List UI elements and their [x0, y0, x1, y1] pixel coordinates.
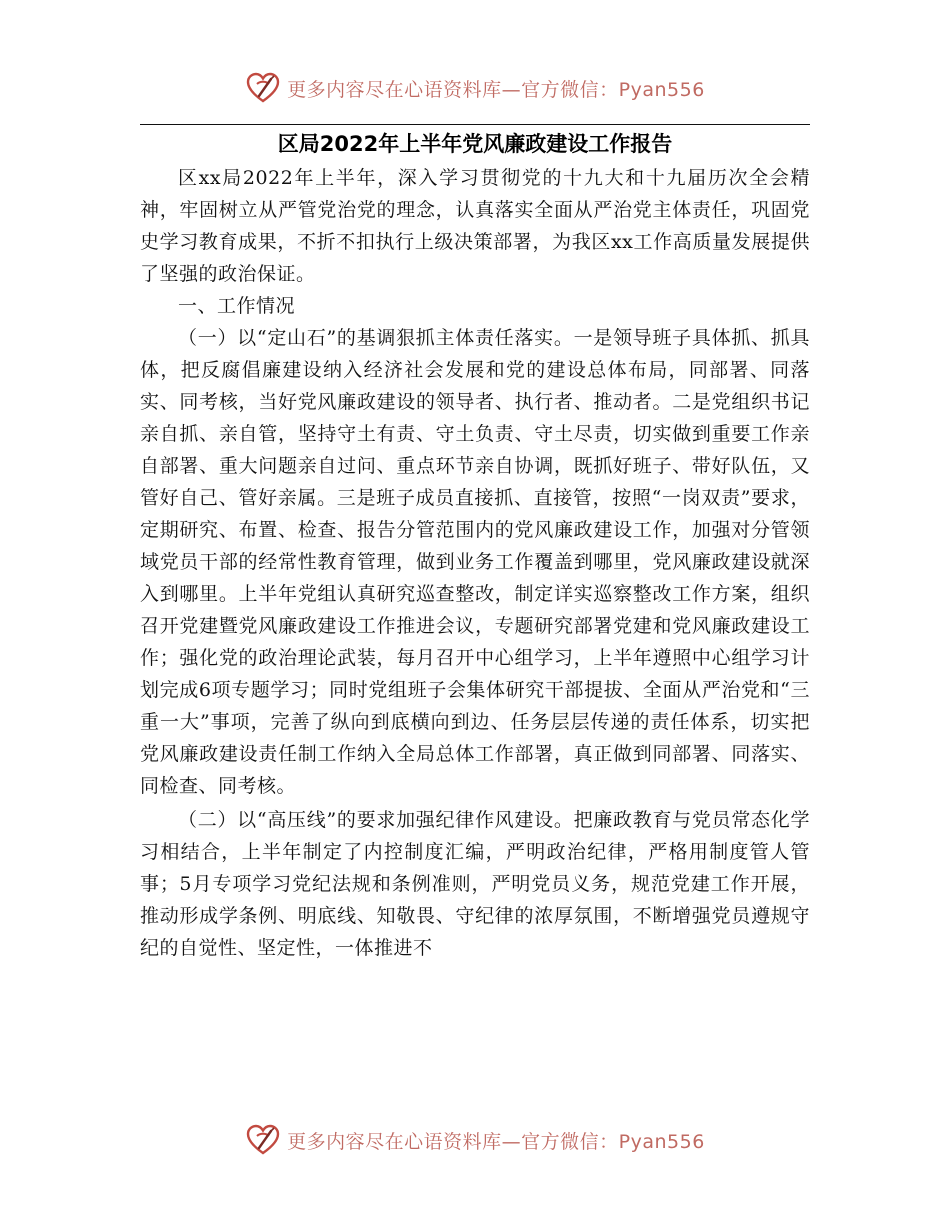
header-watermark	[0, 70, 950, 106]
intro-paragraph: 区xx局2022年上半年，深入学习贯彻党的十九大和十九届历次全会精神，牢固树立从严管党治党的理念，认真落实全面从严治党主体责任，巩固党史学习教育成果，不折不扣执行上级决策部署，为我区xx工作高质量发展提供了坚强的政治保证。	[140, 167, 810, 285]
pen-heart-logo-icon	[245, 70, 281, 106]
document-body	[140, 162, 810, 964]
section-heading: 一、工作情况	[178, 295, 296, 317]
footer-watermark	[0, 1122, 950, 1158]
document-title: 区局2022年上半年党风廉政建设工作报告	[277, 132, 673, 156]
header-divider	[140, 124, 810, 125]
body-paragraph: （一）以“定山石”的基调狠抓主体责任落实。一是领导班子具体抓、抓具体，把反腐倡廉建设纳入经济社会发展和党的建设总体布局，同部署、同落实、同考核，当好党风廉政建设的领导者、执行者、推动者。二是党组织书记亲自抓、亲自管，坚持守土有责、守土负责、守土尽责，切实做到重要工作亲自部署、重大问题亲自过问、重点环节亲自协调，既抓好班子、带好队伍，又管好自己、管好亲属。三是班子成员直接抓、直接管，按照“一岗双责”要求，定期研究、布置、检查、报告分管范围内的党风廉政建设工作，加强对分管领域党员干部的经常性教育管理，做到业务工作覆盖到哪里，党风廉政建设就深入到哪里。上半年党组认真研究巡查整改，制定详实巡察整改工作方案，组织召开党建暨党风廉政建设工作推进会议，专题研究部署党建和党风廉政建设工作；强化党的政治理论武装，每月召开中心组学习，上半年遵照中心组学习计划完成6项专题学习；同时党组班子会集体研究干部提拔、全面从严治党和“三重一大”事项，完善了纵向到底横向到边、任务层层传递的责任体系，切实把党风廉政建设责任制工作纳入全局总体工作部署，真正做到同部署、同落实、同检查、同考核。	[140, 327, 810, 797]
pen-heart-logo-icon	[245, 1122, 281, 1158]
body-paragraph: （二）以“高压线”的要求加强纪律作风建设。把廉政教育与党员常态化学习相结合，上半年制定了内控制度汇编，严明政治纪律，严格用制度管人管事；5月专项学习党纪法规和条例准则，严明党员义务，规范党建工作开展，推动形成学条例、明底线、知敬畏、守纪律的浓厚氛围，不断增强党员遵规守纪的自觉性、坚定性，一体推进不	[140, 809, 810, 959]
watermark-text: 更多内容尽在心语资料库—官方微信：Pyan556	[287, 1130, 705, 1153]
watermark-text: 更多内容尽在心语资料库—官方微信：Pyan556	[287, 78, 705, 101]
